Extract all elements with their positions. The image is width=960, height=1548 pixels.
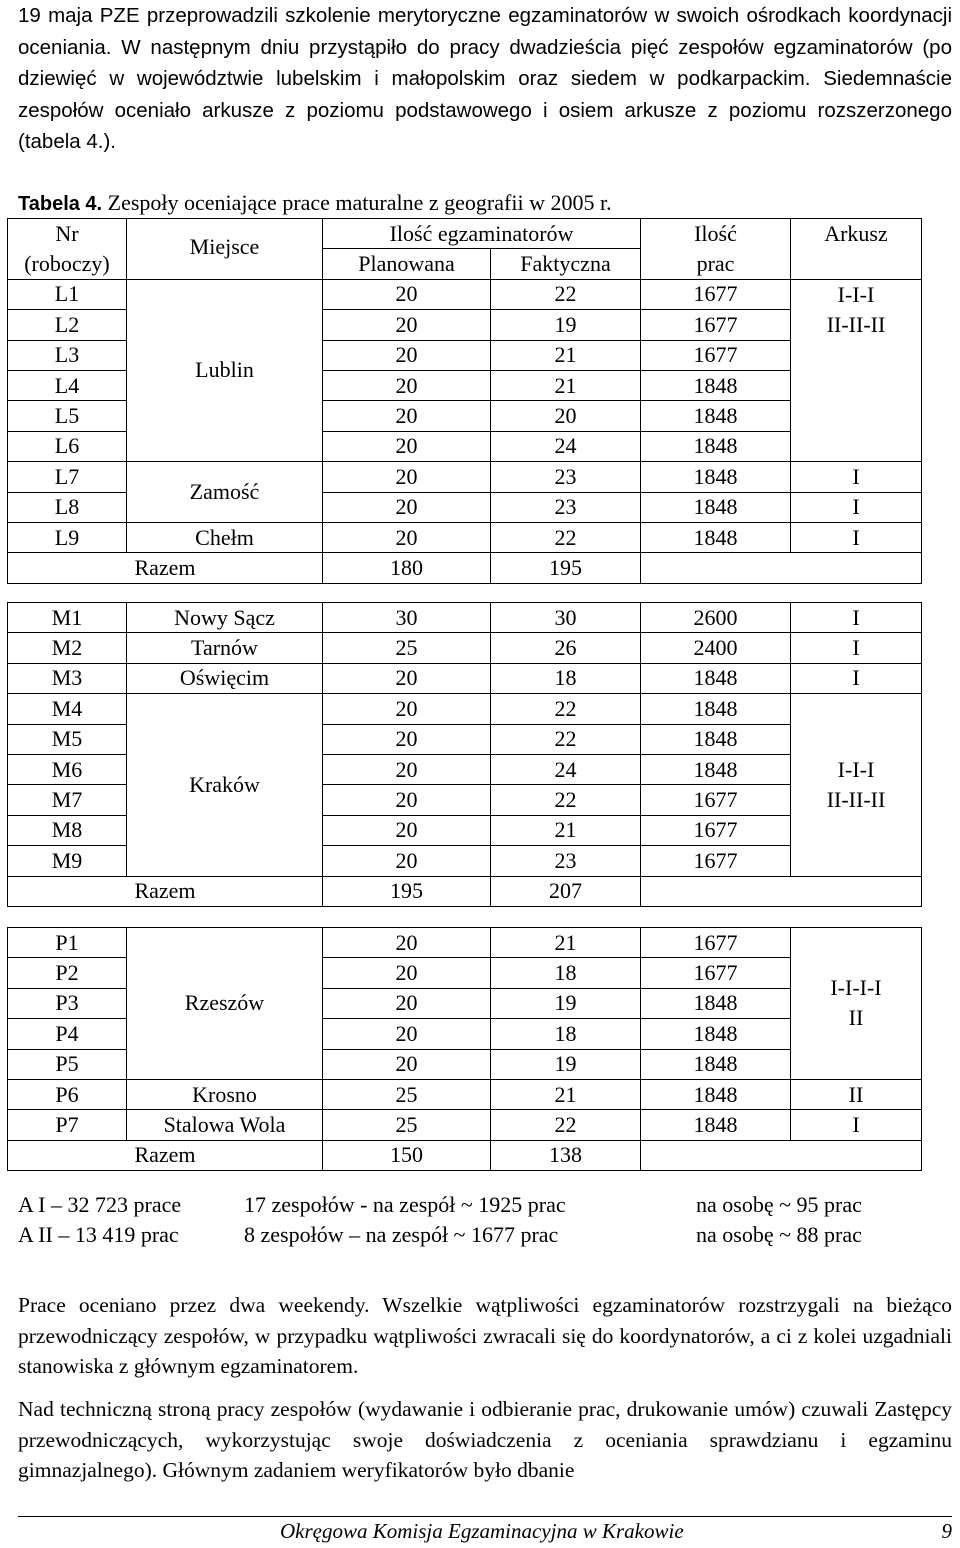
table-cell: 26 [491,633,641,663]
table-cell: M5 [8,724,127,754]
table-cell: I [791,663,922,693]
table-cell: 20 [323,846,491,876]
arkusz-rzeszow-group: I-I-I-I II [791,928,922,1080]
table-cell: 30 [323,603,491,633]
table-cell: 1677 [641,310,791,340]
table-cell: I [791,603,922,633]
table-cell: 2400 [641,633,791,663]
table-cell: 20 [323,958,491,988]
table-header-row-1 [8,219,922,249]
table-cell: 1848 [641,492,791,522]
table-cell: 1848 [641,663,791,693]
table-cell: 22 [491,724,641,754]
table-cell: 22 [491,694,641,724]
place-rzeszow: Rzeszów [127,928,323,1080]
table-cell: 1677 [641,928,791,958]
place-lublin: Lublin [127,279,323,461]
table-cell: M7 [8,785,127,815]
table-cell: 23 [491,462,641,492]
table-cell: 21 [491,370,641,400]
table-cell: M9 [8,846,127,876]
table-cell: 180 [323,553,491,583]
table-cell: 18 [491,663,641,693]
table-cell: 23 [491,846,641,876]
table-caption-text: Zespoły oceniające prace maturalne z geografii w 2005 r. [102,190,612,215]
paragraph-technical: Nad techniczną stroną pracy zespołów (wydawanie i odbieranie prac, drukowanie umów) czuwali Zastępcy przewodniczących, wykorzystując swoje doświadczenia z oceniania sprawdzianu i egzaminu gimnazjalnego). Głównym zadaniem weryfikatorów było dbanie [18,1397,952,1482]
table-rzeszow [7,927,922,1171]
header-arkusz-blank [791,249,922,279]
table-cell: 20 [323,1019,491,1049]
table-cell: L5 [8,401,127,431]
table-cell: 1677 [641,279,791,309]
table-cell: P5 [8,1049,127,1079]
table-cell: L2 [8,310,127,340]
header-miejsce: Miejsce [127,219,323,280]
summary-stats [18,1190,948,1250]
table-cell: M6 [8,754,127,784]
table-cell: 22 [491,1110,641,1140]
footer-divider [18,1516,952,1517]
place-stalowa-wola: Stalowa Wola [127,1110,323,1140]
table-cell: 20 [323,724,491,754]
table-cell: 1848 [641,462,791,492]
razem-label: Razem [8,1140,323,1170]
table-row [8,633,922,663]
table-cell [641,1140,922,1170]
stats-row-a2: A II – 13 419 prac 8 zespołów – na zespół ~ 1677 prac na osobę ~ 88 prac [18,1222,862,1247]
table-row [8,694,922,724]
place-chelm: Chełm [127,522,323,552]
place-krosno: Krosno [127,1079,323,1109]
table-cell: 23 [491,492,641,522]
table-cell: 21 [491,928,641,958]
place-zamosc: Zamość [127,462,323,523]
table-cell: 20 [323,785,491,815]
footer-organization: Okręgowa Komisja Egzaminacyjna w Krakowie [280,1519,684,1543]
table-cell: L4 [8,370,127,400]
table-razem-row [8,876,922,906]
table-cell: 20 [323,815,491,845]
table-cell: P6 [8,1079,127,1109]
table-cell: 20 [323,694,491,724]
table-cell: M8 [8,815,127,845]
table-cell: 19 [491,1049,641,1079]
arkusz-krakow-group: I-I-I II-II-II [791,694,922,876]
table-cell: P4 [8,1019,127,1049]
place-tarnow: Tarnów [127,633,323,663]
table-cell: 1848 [641,1019,791,1049]
table-cell: 22 [491,279,641,309]
table-cell: 20 [323,988,491,1018]
header-arkusz: Arkusz [791,219,922,249]
razem-label: Razem [8,876,323,906]
table-cell [641,553,922,583]
table-row [8,462,922,492]
table-cell: M1 [8,603,127,633]
table-cell: M3 [8,663,127,693]
header-roboczy: (roboczy) [8,249,127,279]
table-cell: 1848 [641,988,791,1018]
table-cell: 25 [323,1079,491,1109]
table-row [8,603,922,633]
table-cell: 1848 [641,1049,791,1079]
stats-row-a1: A I – 32 723 prace 17 zespołów - na zespół ~ 1925 prac na osobę ~ 95 prac [18,1192,862,1217]
page-number: 9 [941,1519,952,1543]
header-ilosc-egzaminatorow: Ilość egzaminatorów [323,219,641,249]
table-cell: 20 [323,370,491,400]
table-cell [641,876,922,906]
table-cell: 20 [323,522,491,552]
table-cell: 20 [323,310,491,340]
table-cell: 21 [491,340,641,370]
table-cell: 20 [491,401,641,431]
table-krakow [7,602,922,907]
table-cell: II [791,1079,922,1109]
table-cell: 18 [491,958,641,988]
table-cell: 20 [323,663,491,693]
table-row [8,522,922,552]
table-cell: 207 [491,876,641,906]
place-oswiecim: Oświęcim [127,663,323,693]
table-cell: 20 [323,401,491,431]
razem-label: Razem [8,553,323,583]
table-cell: 1848 [641,401,791,431]
table-cell: L1 [8,279,127,309]
table-cell: 1677 [641,815,791,845]
table-cell: 19 [491,310,641,340]
table-razem-row [8,1140,922,1170]
table-cell: I [791,462,922,492]
table-cell: 1677 [641,958,791,988]
table-cell: 1848 [641,1110,791,1140]
header-nr: Nr [8,219,127,249]
table-cell: 18 [491,1019,641,1049]
arkusz-lublin-group: I-I-I II-II-II [791,279,922,461]
table-cell: 1848 [641,370,791,400]
table-cell: L9 [8,522,127,552]
table-cell: 20 [323,431,491,461]
table-cell: 138 [491,1140,641,1170]
table-cell: 1677 [641,340,791,370]
table-cell: 150 [323,1140,491,1170]
table-cell: 2600 [641,603,791,633]
table-cell: 20 [323,928,491,958]
table-cell: M2 [8,633,127,663]
table-cell: P3 [8,988,127,1018]
table-row [8,1079,922,1109]
table-caption-label: Tabela 4. [18,193,103,215]
table-cell: 195 [491,553,641,583]
header-prac: prac [641,249,791,279]
header-planowana: Planowana [323,249,491,279]
table-row [8,279,922,309]
paragraph-weekends: Prace oceniano przez dwa weekendy. Wszelkie wątpliwości egzaminatorów rozstrzygali na bieżąco przewodniczący zespołów, w przypadku wątpliwości zwracali się do koordynatorów, a ci z kolei uzgadniali stanowiska z głównym egzaminatorem. [18,1293,952,1378]
table-cell: 20 [323,462,491,492]
table-cell: 24 [491,754,641,784]
table-cell: 25 [323,1110,491,1140]
table-cell: L3 [8,340,127,370]
table-cell: I [791,492,922,522]
table-cell: 22 [491,522,641,552]
table-cell: 22 [491,785,641,815]
table-cell: 30 [491,603,641,633]
table-cell: 20 [323,1049,491,1079]
table-cell: 21 [491,815,641,845]
header-ilosc: Ilość [641,219,791,249]
table-cell: 195 [323,876,491,906]
table-lublin [7,218,922,584]
table-cell: 25 [323,633,491,663]
table-cell: 1848 [641,754,791,784]
table-cell: 24 [491,431,641,461]
header-faktyczna: Faktyczna [491,249,641,279]
table-cell: L7 [8,462,127,492]
intro-paragraph: 19 maja PZE przeprowadzili szkolenie merytoryczne egzaminatorów w swoich ośrodkach koordynacji oceniania. W następnym dniu przystąpiło do pracy dwadzieścia pięć zespołów egzaminatorów (po dziewięć w województwie lubelskim i małopolskim oraz siedem w podkarpackim. Siedemnaście zespołów oceniało arkusze z poziomu podstawowego i osiem arkusze z poziomu rozszerzonego (tabela 4.). [18,4,952,153]
table-cell: 19 [491,988,641,1018]
table-cell: 20 [323,754,491,784]
table-cell: 1848 [641,1079,791,1109]
table-cell: P1 [8,928,127,958]
table-row [8,1110,922,1140]
table-cell: L6 [8,431,127,461]
table-cell: L8 [8,492,127,522]
table-cell: 1848 [641,694,791,724]
table-cell: 1677 [641,785,791,815]
table-cell: I [791,522,922,552]
table-caption [18,190,948,216]
table-cell: 20 [323,279,491,309]
table-cell: P2 [8,958,127,988]
table-cell: 1848 [641,522,791,552]
table-cell: 1677 [641,846,791,876]
table-cell: 20 [323,340,491,370]
table-row [8,663,922,693]
table-cell: M4 [8,694,127,724]
table-cell: 20 [323,492,491,522]
table-cell: P7 [8,1110,127,1140]
place-krakow: Kraków [127,694,323,876]
place-nowy-sacz: Nowy Sącz [127,603,323,633]
table-cell: I [791,633,922,663]
table-cell: 1848 [641,724,791,754]
table-cell: I [791,1110,922,1140]
table-cell: 1848 [641,431,791,461]
table-row [8,928,922,958]
table-cell: 21 [491,1079,641,1109]
table-razem-row [8,553,922,583]
